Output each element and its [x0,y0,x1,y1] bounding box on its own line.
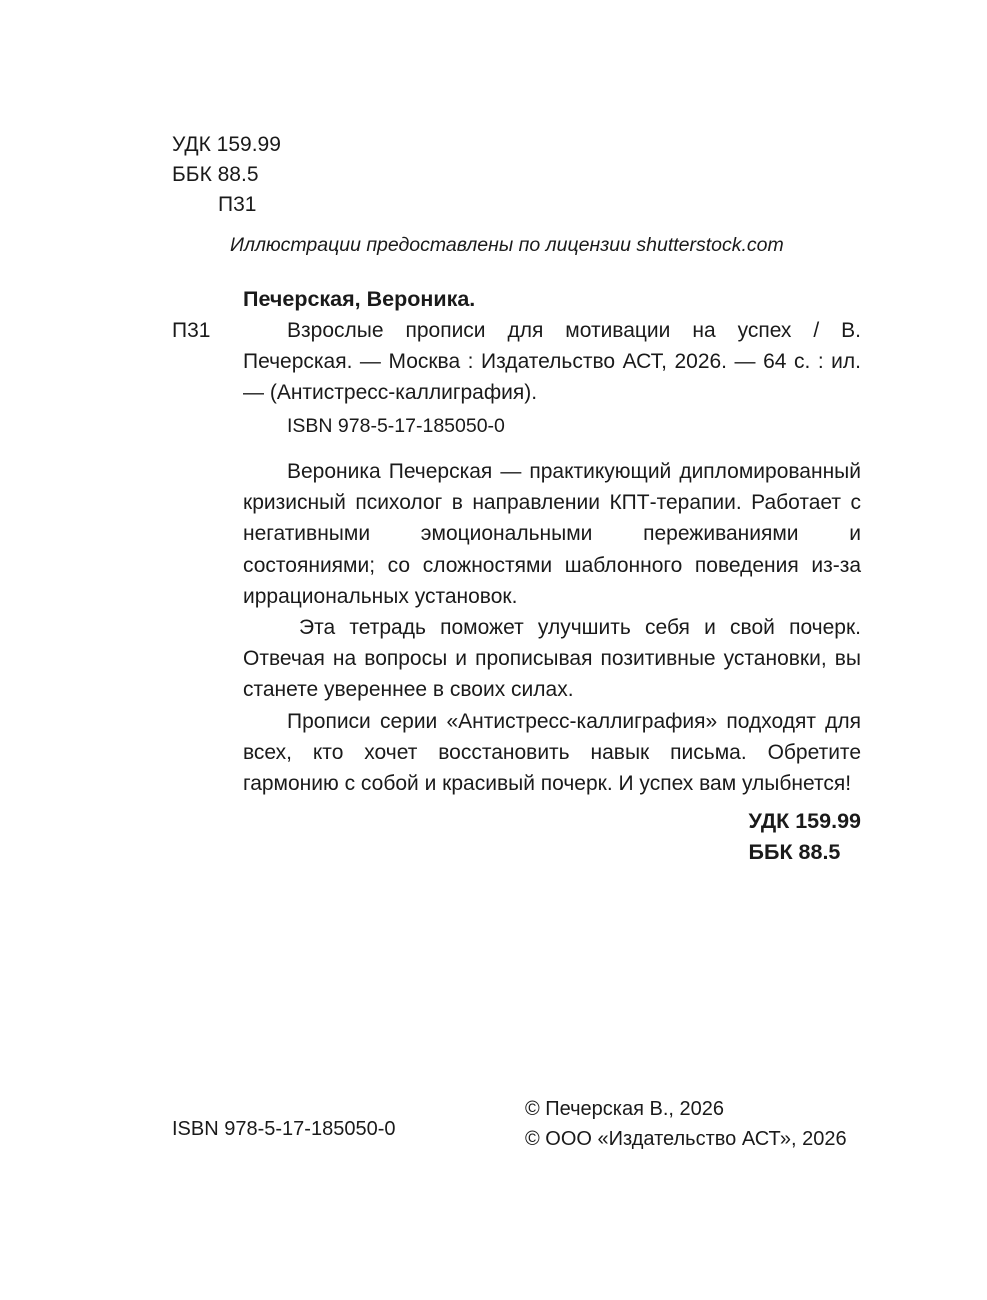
annotation-paragraph: Эта тетрадь поможет улучшить себя и свой почерк. Отвечая на вопросы и прописывая позитивные установки, вы станете увереннее в своих силах. [243,616,861,702]
copyright-author: © Печерская В., 2026 [525,1098,724,1120]
catalog-mark: П31 [172,319,211,342]
isbn-footer: ISBN 978-5-17-185050-0 [172,1118,396,1140]
top-classification-codes [172,130,281,220]
annotation [243,456,861,799]
copyright-block [525,1094,847,1154]
annotation-paragraph: Прописи серии «Антистресс-каллиграфия» подходят для всех, кто хочет восстановить навык письма. Обретите гармонию с собой и красивый почерк. И успех вам улыбнется! [243,709,861,796]
udk-code-bold: УДК 159.99 [748,809,861,833]
bbk-code-bold: ББК 88.5 [748,840,841,864]
isbn-main: ISBN 978-5-17-185050-0 [287,415,505,437]
annotation-paragraph: Вероника Печерская — практикующий дипломированный кризисный психолог в направлении КПТ-терапии. Работает с негативными эмоциональными переживаниями и состояниями; со сложностями шаблонного поведения из-за иррациональных установок. [243,460,861,608]
copyright-publisher: © ООО «Издательство АСТ», 2026 [525,1128,847,1150]
bbk-code: ББК 88.5 [172,163,259,186]
illustrations-note: Иллюстрации предоставлены по лицензии shutterstock.com [230,234,784,256]
author-mark: П31 [218,193,257,216]
bottom-classification-codes [749,806,861,868]
author-heading: Печерская, Вероника. [243,287,476,311]
catalog-entry: Взрослые прописи для мотивации на успех / В. Печерская. — Москва : Издательство АСТ, 2026. — 64 с. : ил. — (Антистресс-каллиграфия). [243,319,861,404]
udk-code: УДК 159.99 [172,133,281,156]
